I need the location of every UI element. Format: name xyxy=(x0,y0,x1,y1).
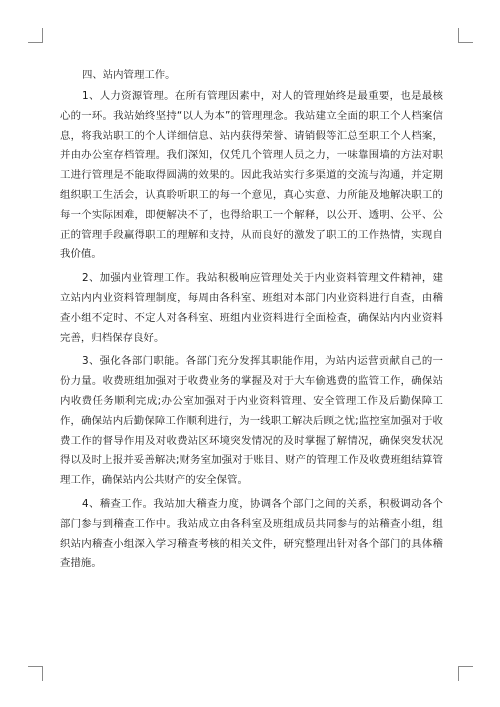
crop-mark-top-left xyxy=(28,28,43,43)
crop-mark-bottom-left xyxy=(28,666,43,681)
paragraph-department-functions: 3、强化各部门职能。各部门充分发挥其职能作用，为站内运营贡献自己的一份力量。收费班组加强对于收费业务的掌握及对于大车偷逃费的监管工作，确保站内收费任务顺利完成;办公室加强对于内业资料管理、安全管理工作及后勤保障工作，确保站内后勤保障工作顺利进行，为一线职工解决后顾之忧;监控室加强对于收费工作的督导作用及对收费站区环境突发情况的及时掌握了解情况，确保突发状况得以及时上报并妥善解决;财务室加强对于账目、财产的管理工作及收费班组结算管理工作，确保站内公共财产的安全保管。 xyxy=(60,355,443,487)
paragraph-internal-affairs: 2、加强内业管理工作。我站积极响应管理处关于内业资料管理文件精神，建立站内内业资料管理制度，每周由各科室、班组对本部门内业资料进行自查，由稽查小组不定时、不定人对各科室、班组内业资料进行全面检查，确保站内内业资料完善，归档保存良好。 xyxy=(60,272,443,344)
document-body xyxy=(60,66,443,574)
paragraph-inspection-work: 4、稽查工作。我站加大稽查力度，协调各个部门之间的关系，积极调动各个部门参与到稽查工作中。我站成立由各科室及班组成员共同参与的站稽查小组，组织站内稽查小组深入学习稽查考核的相关文件，研究整理出针对各个部门的具体稽查措施。 xyxy=(60,497,443,570)
section-heading: 四、站内管理工作。 xyxy=(82,69,176,81)
crop-mark-bottom-right xyxy=(458,666,473,681)
crop-mark-top-right xyxy=(458,28,473,43)
paragraph-hr-management: 1、人力资源管理。在所有管理因素中，对人的管理始终是最重要，也是最核心的一环。我站始终坚持“以人为本”的管理理念。我站建立全面的职工个人档案信息，将我站职工的个人详细信息、站内获得荣誉、请销假等汇总至职工个人档案，并由办公室存档管理。我们深知，仅凭几个管理人员之力，一味靠围墙的方法对职工进行管理是不能取得圆满的效果的。因此我站实行多渠道的交流与沟通，并定期组织职工生活会，认真聆听职工的每一个意见，真心实意、力所能及地解决职工的每一个实际困难，即便解决不了，也得给职工一个解释，以公开、透明、公平、公正的管理手段赢得职工的理解和支持，从而良好的激发了职工的工作热情，实现自我价值。 xyxy=(60,90,443,261)
